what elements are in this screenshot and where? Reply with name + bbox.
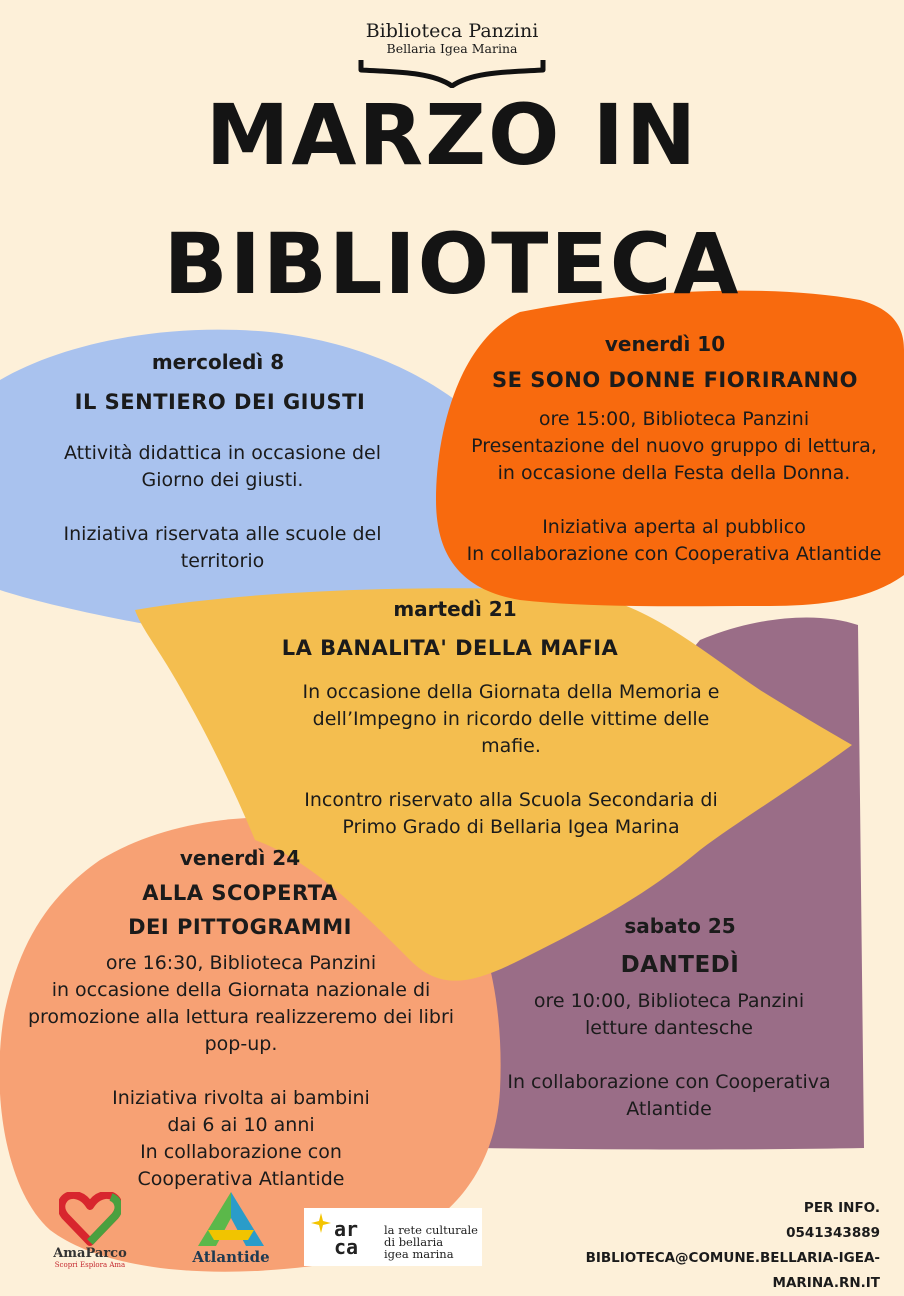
info-email: BIBLIOTECA@COMUNE.BELLARIA-IGEA-MARINA.RN.IT	[585, 1250, 880, 1291]
event5-line: Atlantide	[626, 1098, 712, 1120]
event2-line: Presentazione del nuovo gruppo di lettura,	[471, 435, 877, 457]
amaparco-tagline: Scopri Esplora Ama	[54, 1261, 126, 1269]
arca-text	[384, 1224, 478, 1260]
event5-line: In collaborazione con Cooperativa	[507, 1071, 831, 1093]
amaparco-logo	[34, 1192, 146, 1269]
event4-title-line1: ALLA SCOPERTA	[142, 881, 338, 905]
event3-line: Incontro riservato alla Scuola Secondaria di	[304, 789, 718, 811]
heart-icon	[59, 1192, 121, 1246]
arca-text-line: di bellaria	[384, 1235, 444, 1249]
event4-line: ore 16:30, Biblioteca Panzini	[105, 952, 377, 974]
event3-description	[272, 679, 750, 841]
event5-date: sabato 25	[624, 914, 736, 938]
arca-text-line: igea marina	[384, 1247, 454, 1261]
arca-star-icon	[310, 1212, 332, 1234]
event5-line: ore 10:00, Biblioteca Panzini	[533, 990, 805, 1012]
atlantide-a-icon	[196, 1190, 266, 1248]
event4-line: promozione alla lettura realizzeremo dei libri	[27, 1006, 455, 1028]
library-name: Biblioteca Panzini	[365, 20, 539, 42]
event1-line: territorio	[180, 550, 265, 572]
event4-line: Cooperativa Atlantide	[137, 1168, 345, 1190]
contact-info	[480, 1196, 880, 1296]
event5-line: letture dantesche	[585, 1017, 753, 1039]
event4-description	[4, 950, 478, 1193]
event4-line: dai 6 ai 10 anni	[167, 1114, 315, 1136]
event3-line: Primo Grado di Bellaria Igea Marina	[342, 816, 680, 838]
amaparco-name: AmaParco	[53, 1246, 127, 1261]
event2-line: ore 15:00, Biblioteca Panzini	[538, 408, 810, 430]
event1-line: Attività didattica in occasione del	[64, 442, 381, 464]
event5-description	[488, 988, 850, 1123]
page-title-line2: BIBLIOTECA	[163, 215, 741, 313]
event3-line: dell’Impegno in ricordo delle vittime delle	[312, 708, 710, 730]
arca-mark-line: ca	[334, 1235, 359, 1259]
event4-title-line2: DEI PITTOGRAMMI	[128, 915, 352, 939]
atlantide-logo	[184, 1190, 278, 1266]
arca-text-line: la rete culturale	[384, 1223, 478, 1237]
atlantide-name: Atlantide	[192, 1248, 270, 1266]
event2-line: Iniziativa aperta al pubblico	[542, 516, 806, 538]
event1-line: Iniziativa riservata alle scuole del	[63, 523, 382, 545]
library-town: Bellaria Igea Marina	[386, 41, 518, 56]
event4-line: In collaborazione con	[140, 1141, 342, 1163]
arca-logo	[304, 1208, 482, 1266]
event3-line: In occasione della Giornata della Memoria e	[302, 681, 720, 703]
event2-date: venerdì 10	[604, 332, 726, 356]
event4-date: venerdì 24	[179, 846, 301, 870]
event4-line: pop-up.	[204, 1033, 278, 1055]
event4-line: in occasione della Giornata nazionale di	[51, 979, 431, 1001]
page-title-line1: MARZO IN	[205, 86, 699, 184]
event5-title: DANTEDÌ	[620, 952, 740, 978]
event1-title: IL SENTIERO DEI GIUSTI	[74, 390, 366, 414]
event3-date: martedì 21	[393, 597, 517, 621]
info-label: PER INFO.	[803, 1200, 880, 1216]
event2-line: in occasione della Festa della Donna.	[497, 462, 851, 484]
event1-date: mercoledì 8	[151, 350, 285, 374]
arca-mark-line: ar	[334, 1217, 359, 1241]
event2-title: SE SONO DONNE FIORIRANNO	[491, 368, 858, 392]
event3-line: mafie.	[481, 735, 541, 757]
library-logo	[322, 20, 582, 88]
arca-mark	[334, 1217, 359, 1259]
book-ornament-icon	[357, 58, 547, 88]
event2-description	[448, 406, 900, 568]
event4-line: Iniziativa rivolta ai bambini	[112, 1087, 370, 1109]
info-phone: 0541343889	[786, 1225, 880, 1241]
event2-line: In collaborazione con Cooperativa Atlantide	[466, 543, 882, 565]
event3-title: LA BANALITA' DELLA MAFIA	[281, 636, 619, 660]
event1-line: Giorno dei giusti.	[141, 469, 304, 491]
event1-description	[30, 440, 415, 575]
